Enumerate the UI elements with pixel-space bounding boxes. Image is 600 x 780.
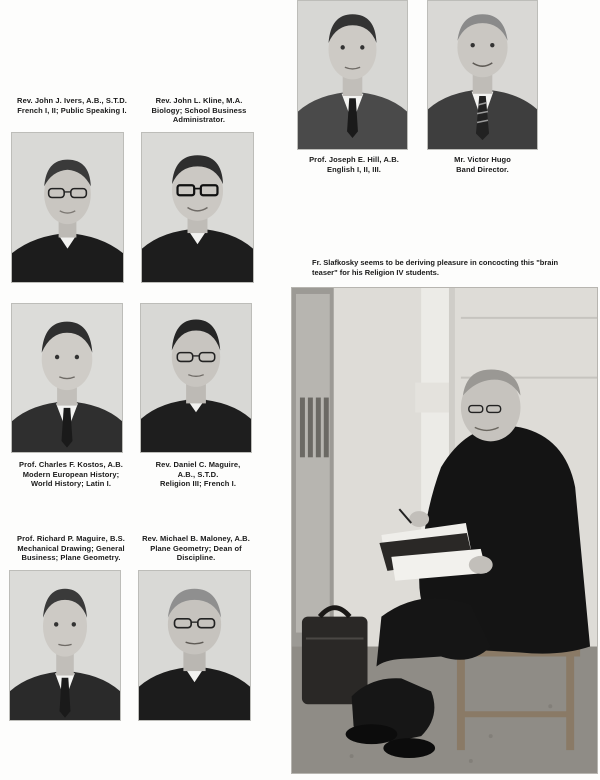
caption-rmaguire-line-1: Prof. Richard P. Maguire, B.S.	[17, 534, 125, 543]
caption-hugo	[425, 155, 540, 174]
caption-hill-line-2: English I, II, III.	[327, 164, 381, 174]
caption-maloney-line-1: Rev. Michael B. Maloney, A.B.	[142, 534, 250, 543]
caption-ivers	[8, 96, 136, 115]
feature-caption-line-1: Fr. Slafkosky seems to be deriving pleasure in concocting this "brain	[312, 258, 559, 267]
caption-dmaguire-line-3: Religion III; French I.	[159, 479, 237, 488]
portrait-maloney-figure	[139, 571, 250, 720]
caption-hill-line-1: Prof. Joseph E. Hill, A.B.	[309, 155, 399, 164]
portrait-ivers	[11, 132, 124, 283]
portrait-rmaguire	[9, 570, 121, 721]
portrait-kline	[141, 132, 254, 283]
caption-maloney-line-3: Discipline.	[176, 553, 216, 562]
caption-kostos	[6, 460, 136, 489]
caption-ivers-line-2: French I, II; Public Speaking I.	[17, 105, 127, 115]
caption-rmaguire-line-3: Business; Plane Geometry.	[21, 553, 121, 562]
caption-hugo-line-2: Band Director.	[456, 164, 509, 174]
caption-hugo-line-1: Mr. Victor Hugo	[454, 155, 511, 164]
caption-kostos-line-3: World History; Latin I.	[30, 479, 112, 488]
caption-rmaguire	[4, 534, 138, 563]
caption-dmaguire	[140, 460, 256, 489]
portrait-kostos-figure	[12, 304, 122, 452]
caption-kline-line-2: Biology; School Business	[151, 105, 247, 115]
caption-kostos-line-1: Prof. Charles F. Kostos, A.B.	[19, 460, 123, 469]
caption-kline-line-3: Administrator.	[172, 115, 226, 124]
caption-kline-line-1: Rev. John L. Kline, M.A.	[155, 96, 243, 105]
caption-maloney-line-2: Plane Geometry; Dean of	[150, 543, 242, 553]
portrait-dmaguire-figure	[141, 304, 251, 452]
portrait-hill-figure	[298, 1, 407, 149]
caption-dmaguire-line-1: Rev. Daniel C. Maguire,	[155, 460, 241, 469]
feature-caption-line-2: teaser" for his Religion IV students.	[312, 268, 439, 277]
portrait-hugo-figure	[428, 1, 537, 149]
caption-maloney	[135, 534, 257, 563]
portrait-kostos	[11, 303, 123, 453]
portrait-ivers-figure	[12, 133, 123, 282]
caption-rmaguire-line-2: Mechanical Drawing; General	[17, 543, 125, 553]
portrait-hill	[297, 0, 408, 150]
feature-photo-slafkosky	[291, 287, 598, 774]
portrait-maloney	[138, 570, 251, 721]
caption-hill	[292, 155, 416, 174]
portrait-kline-figure	[142, 133, 253, 282]
caption-dmaguire-line-2: A.B., S.T.D.	[177, 469, 219, 479]
caption-kostos-line-2: Modern European History;	[22, 469, 120, 479]
portrait-rmaguire-figure	[10, 571, 120, 720]
caption-kline	[140, 96, 258, 125]
feature-photo-scene	[292, 288, 597, 773]
caption-ivers-line-1: Rev. John J. Ivers, A.B., S.T.D.	[17, 96, 127, 105]
feature-caption	[312, 258, 594, 278]
portrait-hugo	[427, 0, 538, 150]
portrait-dmaguire	[140, 303, 252, 453]
